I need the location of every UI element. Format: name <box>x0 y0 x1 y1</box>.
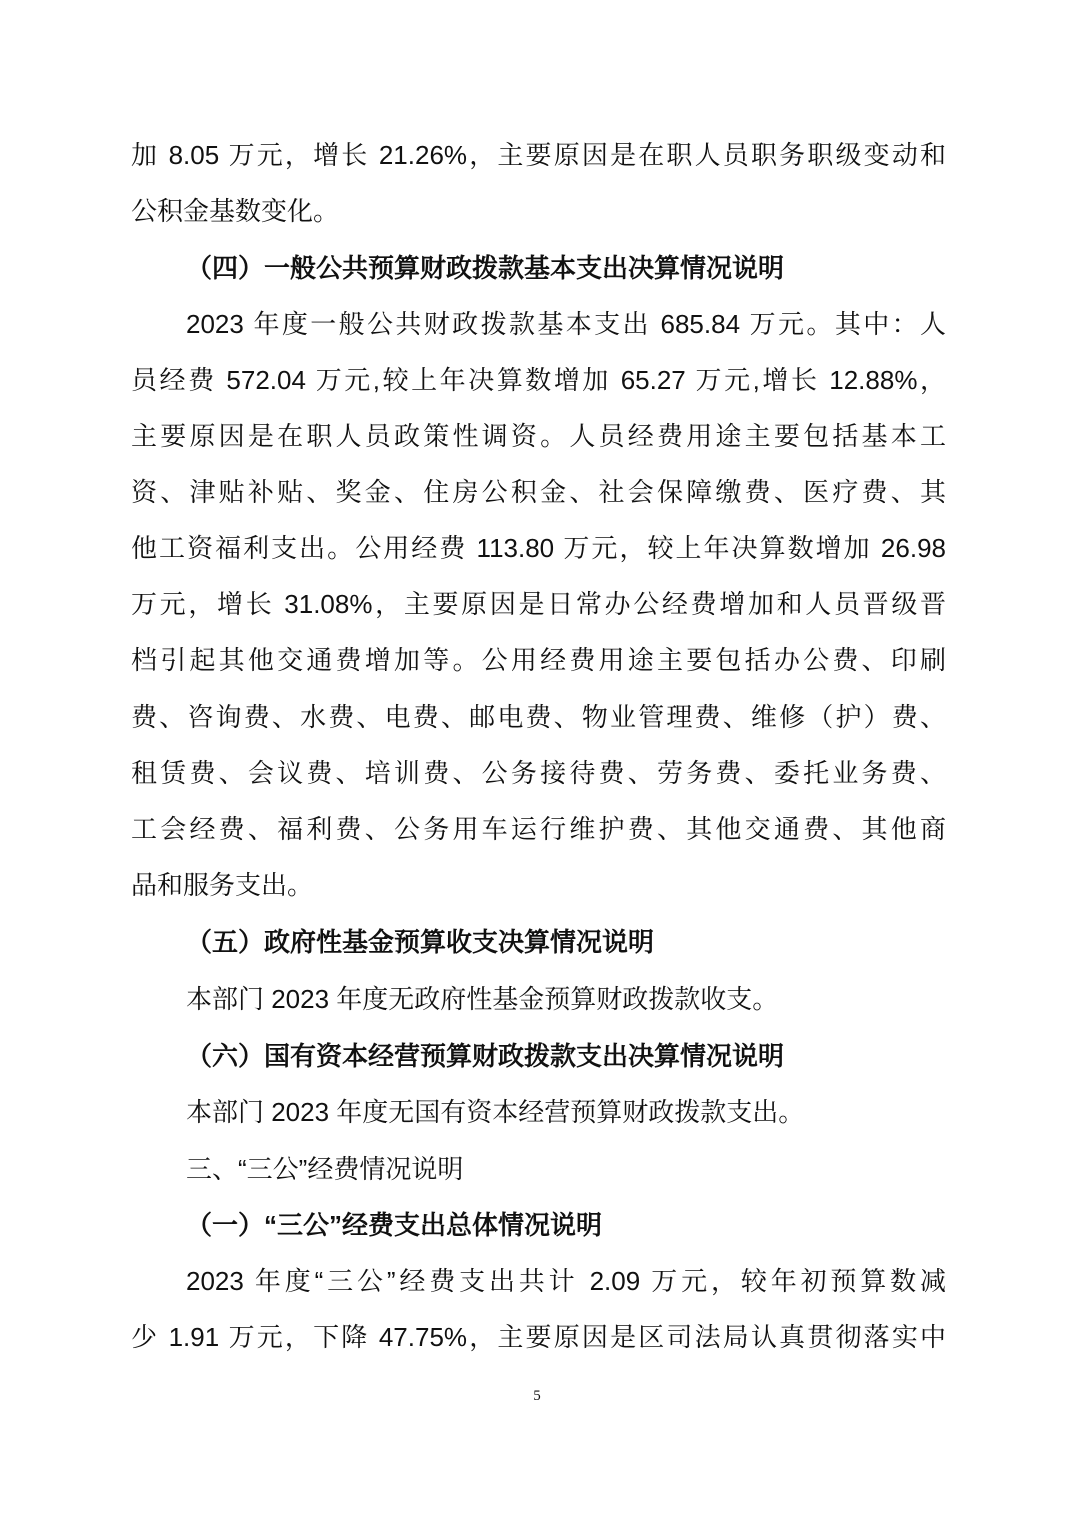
body-text-line: 2023 年度一般公共财政拨款基本支出 685.84 万元。其中：人 <box>186 309 946 339</box>
body-text-line: 档引起其他交通费增加等。公用经费用途主要包括办公费、印刷 <box>131 645 946 675</box>
body-text-line: 他工资福利支出。公用经费 113.80 万元，较上年决算数增加 26.98 <box>131 533 946 563</box>
body-text-line: 少 1.91 万元，下降 47.75%，主要原因是区司法局认真贯彻落实中 <box>131 1322 946 1352</box>
body-text-line: 资、津贴补贴、奖金、住房公积金、社会保障缴费、医疗费、其 <box>131 477 946 507</box>
body-text-line: 费、咨询费、水费、电费、邮电费、物业管理费、维修（护）费、 <box>131 702 946 732</box>
section-heading: （五）政府性基金预算收支决算情况说明 <box>186 927 655 957</box>
body-text-line: 主要原因是在职人员政策性调资。人员经费用途主要包括基本工 <box>131 421 946 451</box>
body-text-line: 本部门 2023 年度无国有资本经营预算财政拨款支出。 <box>186 1097 805 1127</box>
section-heading: （六）国有资本经营预算财政拨款支出决算情况说明 <box>186 1041 785 1071</box>
chapter-heading: 三、“三公”经费情况说明 <box>186 1154 464 1184</box>
body-text-line: 员经费 572.04 万元,较上年决算数增加 65.27 万元,增长 12.88%， <box>131 365 946 395</box>
body-text-line: 本部门 2023 年度无政府性基金预算财政拨款收支。 <box>186 984 779 1014</box>
section-heading: （四）一般公共预算财政拨款基本支出决算情况说明 <box>186 253 785 283</box>
page-number: 5 <box>533 1388 541 1404</box>
body-text-line: 加 8.05 万元，增长 21.26%，主要原因是在职人员职务职级变动和 <box>131 140 946 170</box>
body-text-line: 万元，增长 31.08%，主要原因是日常办公经费增加和人员晋级晋 <box>131 589 946 619</box>
body-text-line: 工会经费、福利费、公务用车运行维护费、其他交通费、其他商 <box>131 814 946 844</box>
body-text-line: 品和服务支出。 <box>131 870 314 900</box>
section-heading: （一）“三公”经费支出总体情况说明 <box>186 1210 603 1240</box>
body-text-line: 租赁费、会议费、培训费、公务接待费、劳务费、委托业务费、 <box>131 758 946 788</box>
body-text-line: 公积金基数变化。 <box>131 196 340 226</box>
body-text-line: 2023 年度“三公”经费支出共计 2.09 万元，较年初预算数减 <box>186 1266 946 1296</box>
